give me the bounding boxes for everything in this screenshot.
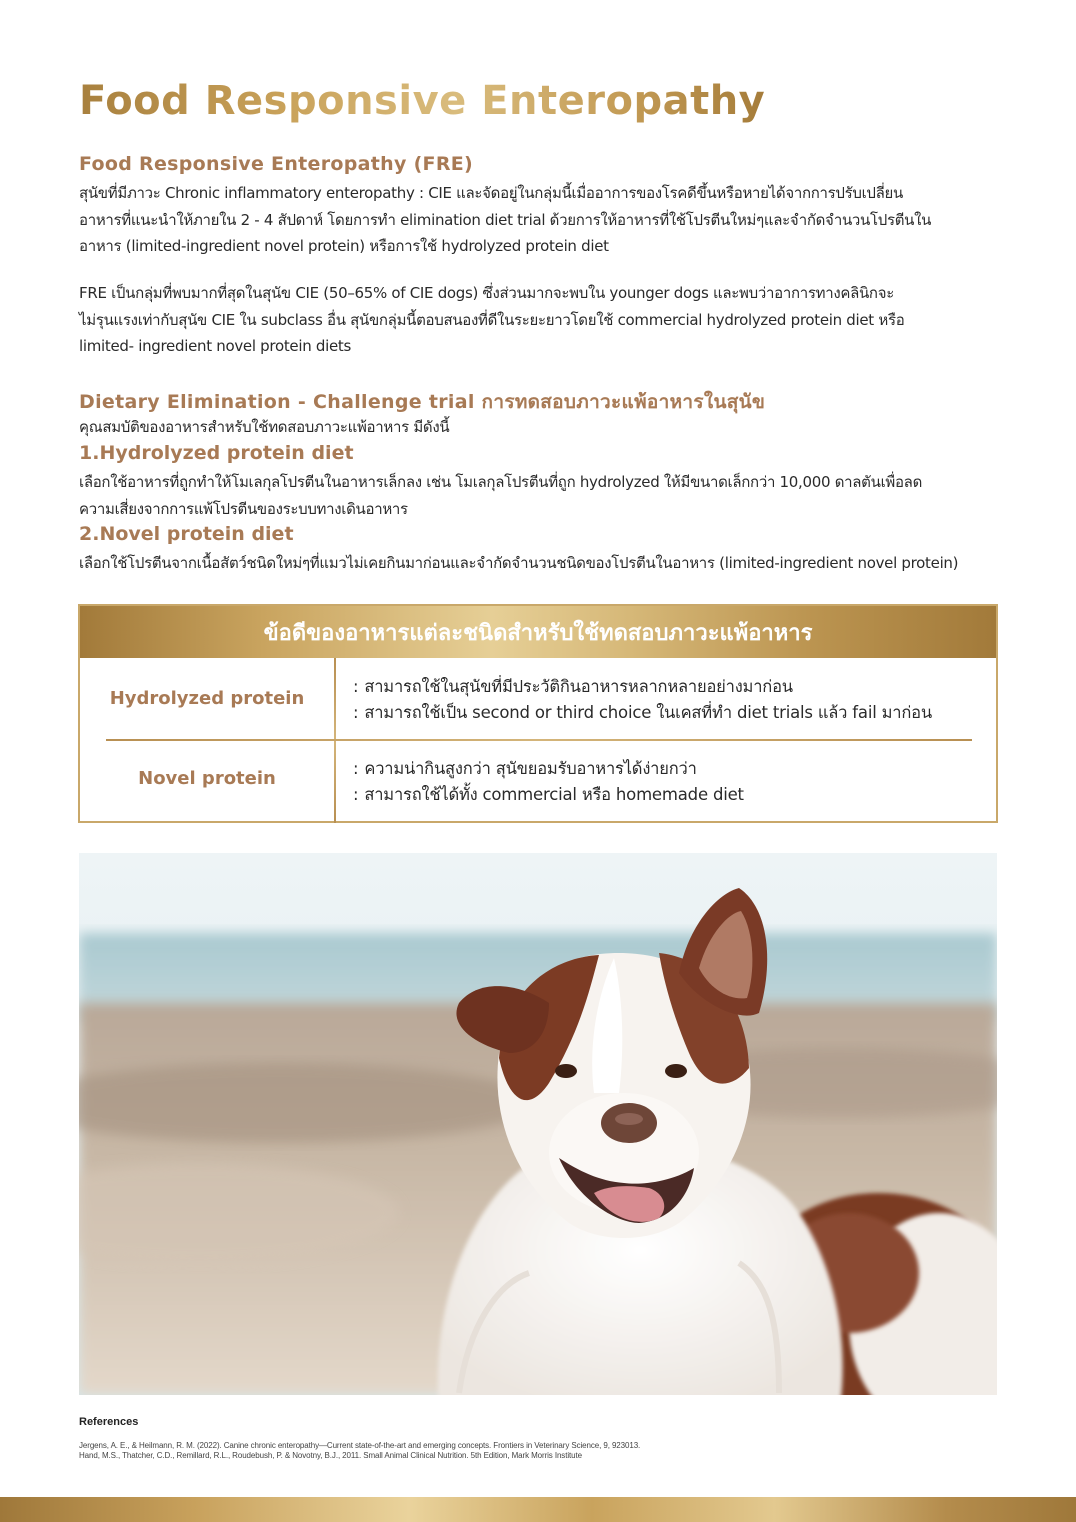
trial-intro: คุณสมบัติของอาหารสำหรับใช้ทดสอบภาวะแพ้อาหาร มีดังนี้ [79, 418, 450, 436]
table-column-divider [334, 658, 336, 823]
point-text: สามารถใช้ในสุนัขที่มีประวัติกินอาหารหลากหลายอย่างมาก่อน [364, 677, 793, 696]
trial-heading: Dietary Elimination - Challenge trial การทดสอบภาวะแพ้อาหารในสุนัข [79, 391, 766, 413]
page-title: Food Responsive Enteropathy [79, 78, 766, 124]
table-point [353, 756, 697, 782]
table-header-text: ข้อดีของอาหารแต่ละชนิดสำหรับใช้ทดสอบภาวะแพ้อาหาร [263, 620, 813, 646]
point-text: สามารถใช้ได้ทั้ง commercial หรือ homemade diet [364, 785, 744, 804]
table-row-divider [106, 739, 972, 741]
table-header [80, 606, 996, 658]
novel-text: เลือกใช้โปรตีนจากเนื้อสัตว์ชนิดใหม่ๆที่แมวไม่เคยกินมาก่อนและจำกัดจำนวนชนิดของโปรตีนในอาหาร (limited-ingredient novel protein) [79, 554, 959, 572]
table-point [353, 782, 744, 808]
bullet-colon: : [353, 785, 359, 804]
point-text: สามารถใช้เป็น second or third choice ในเคสที่ทำ diet trials แล้ว fail มาก่อน [364, 703, 932, 722]
text-line: limited- ingredient novel protein diets [79, 337, 351, 355]
row-label-novel: Novel protein [138, 768, 276, 789]
fre-paragraph-1 [79, 180, 1004, 260]
text-line: อาหารที่แนะนำให้ภายใน 2 - 4 สัปดาห์ โดยการทำ elimination diet trial ด้วยการให้อาหารที่ใช้โปรตีนใหม่ๆและจำกัดจำนวนโปรตีนใน [79, 210, 932, 229]
references-title: References [79, 1416, 139, 1428]
table-point [353, 674, 793, 700]
fre-heading: Food Responsive Enteropathy (FRE) [79, 153, 474, 175]
text-line: FRE เป็นกลุ่มที่พบมากที่สุดในสุนัข CIE (50–65% of CIE dogs) ซึ่งส่วนมากจะพบใน younger dogs และพบว่าอาการทางคลินิกจะ [79, 284, 894, 302]
text-line: เลือกใช้อาหารที่ถูกทำให้โมเลกุลโปรตีนในอาหารเล็กลง เช่น โมเลกุลโปรตีนที่ถูก hydrolyzed ให้มีขนาดเล็กกว่า 10,000 ดาลตันเพื่อลด [79, 473, 923, 491]
bullet-colon: : [353, 759, 359, 778]
hydrolyzed-text [79, 469, 1004, 522]
footer-gold-bar [0, 1497, 1076, 1522]
text-line: อาหาร (limited-ingredient novel protein) หรือการใช้ hydrolyzed protein diet [79, 237, 609, 255]
advantages-table [78, 604, 998, 823]
row-label-hydrolyzed: Hydrolyzed protein [109, 688, 305, 709]
text-line: ความเสี่ยงจากการแพ้โปรตีนของระบบทางเดินอาหาร [79, 499, 408, 518]
fre-paragraph-2 [79, 280, 1004, 360]
dog-photo [79, 853, 997, 1395]
text-line: สุนัขที่มีภาวะ Chronic inflammatory enteropathy : CIE และจัดอยู่ในกลุ่มนี้เมื่ออาการของโรคดีขึ้นหรือหายได้จากการปรับเปลี่ยน [79, 184, 903, 202]
bullet-colon: : [353, 677, 359, 696]
point-text: ความน่ากินสูงกว่า สุนัขยอมรับอาหารได้ง่ายกว่า [364, 759, 697, 778]
bullet-colon: : [353, 703, 359, 722]
text-line: ไม่รุนแรงเท่ากับสุนัข CIE ใน subclass อื่น สุนัขกลุ่มนี้ตอบสนองที่ดีในระยะยาวโดยใช้ commercial hydrolyzed protein diet หรือ [79, 310, 905, 329]
reference-item: Jergens, A. E., & Heilmann, R. M. (2022). Canine chronic enteropathy—Current state-of-the-art and emerging concepts. Frontiers in Veterinary Science, 9, 923013. [79, 1441, 641, 1450]
hydrolyzed-heading: 1.Hydrolyzed protein diet [79, 442, 354, 464]
table-point [353, 700, 932, 726]
novel-heading: 2.Novel protein diet [79, 523, 294, 545]
reference-item: Hand, M.S., Thatcher, C.D., Remillard, R.L., Roudebush, P. & Novotny, B.J., 2011. Small Animal Clinical Nutrition. 5th Edition, Mark Morris Institute [79, 1451, 582, 1460]
